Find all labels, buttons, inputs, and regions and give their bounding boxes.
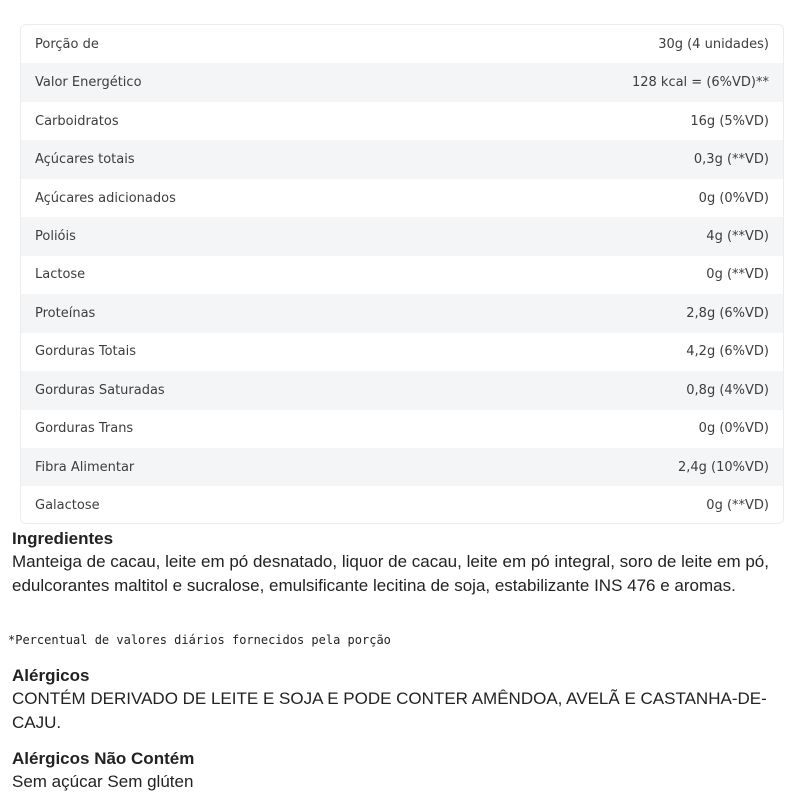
nutrition-label: Proteínas bbox=[35, 305, 96, 321]
nutrition-label: Fibra Alimentar bbox=[35, 459, 135, 475]
nutrition-table bbox=[20, 24, 784, 524]
nutrition-label: Açúcares totais bbox=[35, 152, 135, 168]
nutrition-value: 0g (**VD) bbox=[706, 267, 769, 283]
nutrition-label: Carboidratos bbox=[35, 113, 119, 129]
nutrition-value: 128 kcal = (6%VD)** bbox=[631, 75, 769, 91]
allergens-section bbox=[12, 665, 792, 735]
nutrition-row-dietary-fiber bbox=[21, 448, 783, 486]
nutrition-value: 2,4g (10%VD) bbox=[678, 459, 769, 475]
nutrition-value: 16g (5%VD) bbox=[690, 113, 769, 129]
daily-value-footnote: *Percentual de valores diários fornecidos pela porção bbox=[8, 633, 391, 647]
nutrition-row-saturated-fat bbox=[21, 371, 783, 409]
nutrition-label: Galactose bbox=[35, 498, 100, 514]
nutrition-value: 0g (0%VD) bbox=[698, 421, 769, 437]
nutrition-value: 30g (4 unidades) bbox=[658, 36, 769, 52]
nutrition-row-energy bbox=[21, 63, 783, 101]
nutrition-row-total-fat bbox=[21, 333, 783, 371]
allergen-free-text: Sem açúcar Sem glúten bbox=[12, 772, 194, 791]
nutrition-label: Lactose bbox=[35, 267, 86, 283]
nutrition-label: Valor Energético bbox=[35, 75, 142, 91]
allergen-free-title: Alérgicos Não Contém bbox=[12, 749, 195, 768]
nutrition-value: 0,8g (4%VD) bbox=[686, 382, 769, 398]
nutrition-label: Porção de bbox=[35, 36, 99, 52]
ingredients-section bbox=[12, 528, 792, 598]
nutrition-label: Polióis bbox=[35, 228, 76, 244]
allergen-free-section bbox=[12, 748, 792, 794]
nutrition-label: Gorduras Trans bbox=[35, 421, 134, 437]
nutrition-row-polyols bbox=[21, 217, 783, 255]
allergens-title: Alérgicos bbox=[12, 666, 90, 685]
nutrition-row-galactose bbox=[21, 486, 783, 524]
nutrition-row-trans-fat bbox=[21, 410, 783, 448]
nutrition-row-lactose bbox=[21, 256, 783, 294]
nutrition-row-proteins bbox=[21, 294, 783, 332]
nutrition-label: Açúcares adicionados bbox=[35, 190, 176, 206]
nutrition-row-added-sugars bbox=[21, 179, 783, 217]
nutrition-row-total-sugars bbox=[21, 140, 783, 178]
nutrition-value: 0,3g (**VD) bbox=[693, 152, 769, 168]
ingredients-title: Ingredientes bbox=[12, 529, 114, 548]
nutrition-value: 4,2g (6%VD) bbox=[686, 344, 769, 360]
allergens-text: CONTÉM DERIVADO DE LEITE E SOJA E PODE CONTER AMÊNDOA, AVELÃ E CASTANHA-DE-CAJU. bbox=[12, 689, 767, 732]
nutrition-row-carbohydrates bbox=[21, 102, 783, 140]
nutrition-value: 4g (**VD) bbox=[706, 228, 769, 244]
ingredients-text: Manteiga de cacau, leite em pó desnatado, liquor de cacau, leite em pó integral, soro de leite em pó, edulcorantes maltitol e sucralose, emulsificante lecitina de soja, estabilizante INS 476 e aromas. bbox=[12, 552, 769, 595]
nutrition-label: Gorduras Saturadas bbox=[35, 382, 165, 398]
nutrition-value: 0g (**VD) bbox=[706, 498, 769, 514]
nutrition-label: Gorduras Totais bbox=[35, 344, 136, 360]
nutrition-value: 0g (0%VD) bbox=[698, 190, 769, 206]
nutrition-row-portion bbox=[21, 25, 783, 63]
nutrition-value: 2,8g (6%VD) bbox=[686, 305, 769, 321]
